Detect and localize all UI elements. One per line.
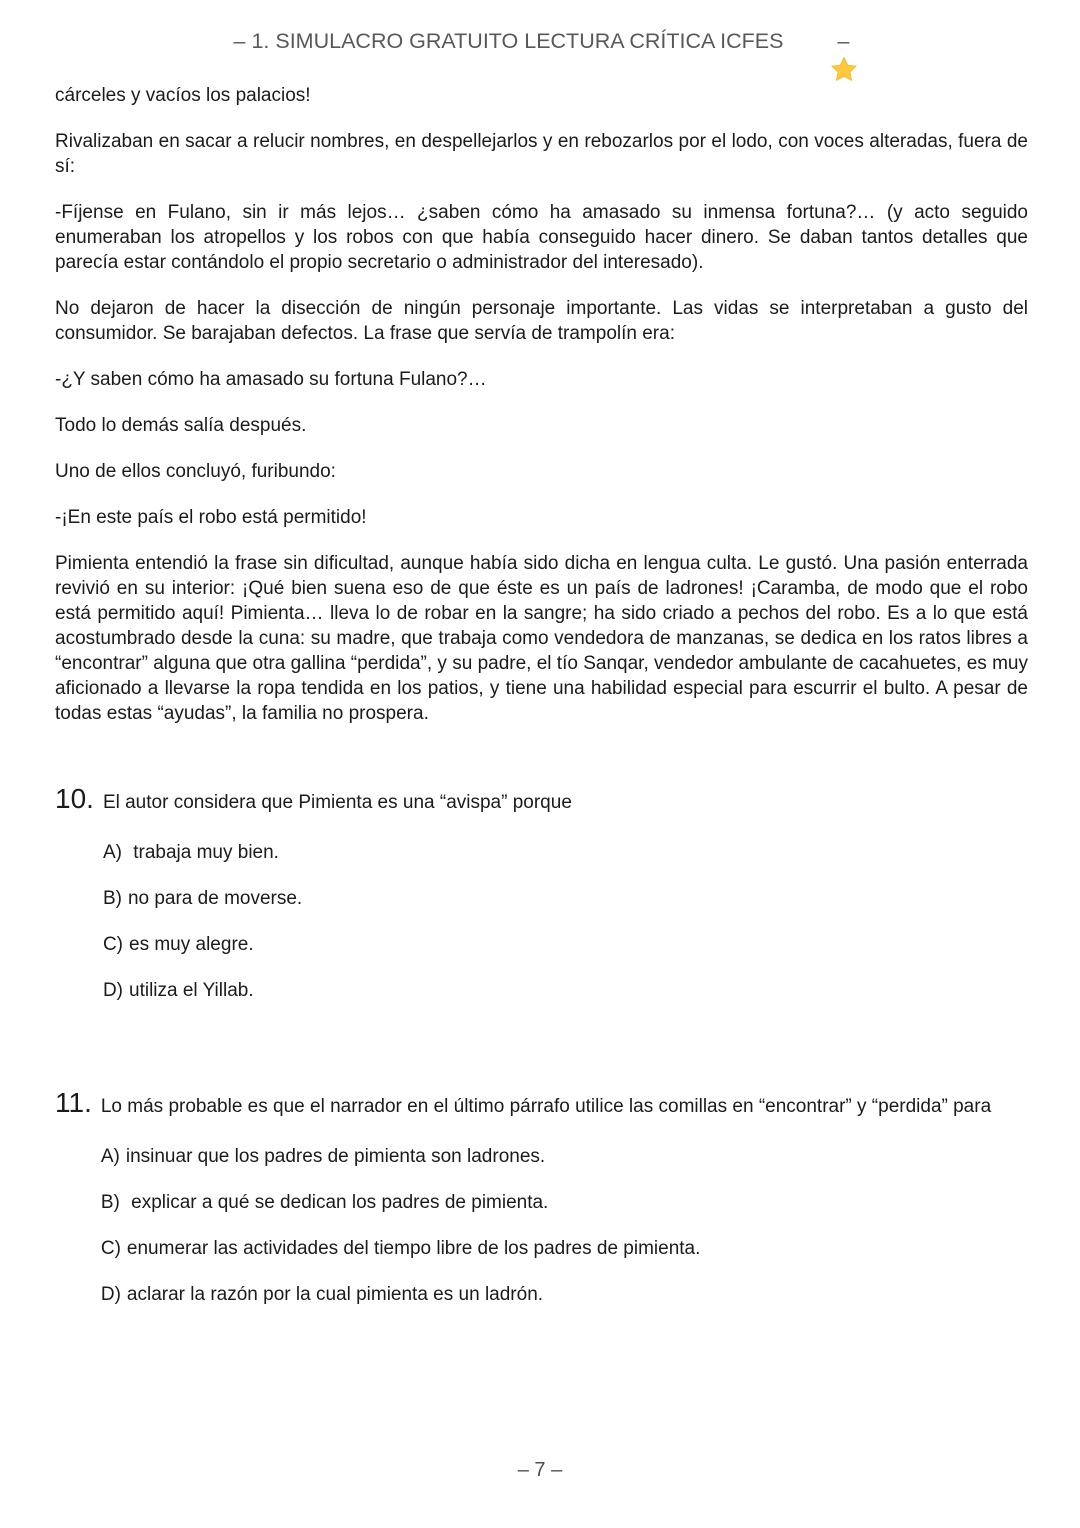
question-11-body	[101, 1094, 1028, 1328]
page-number: – 7 –	[517, 1459, 563, 1481]
option-b-text: explicar a qué se dedican los padres de pimienta.	[125, 1192, 549, 1213]
option-a-label: A)	[100, 1146, 120, 1167]
header-trailing-dash: –	[837, 28, 850, 53]
option-d-text: utiliza el Yillab.	[129, 980, 254, 1001]
header-title: – 1. SIMULACRO GRATUITO LECTURA CRÍTICA ICFES	[233, 28, 784, 53]
star-icon	[793, 26, 823, 56]
question-10	[55, 784, 1028, 1024]
option-a	[101, 1144, 1028, 1169]
passage-paragraph: Todo lo demás salía después.	[55, 415, 307, 436]
passage-paragraph: -Fíjense en Fulano, sin ir más lejos… ¿saben cómo ha amasado su inmensa fortuna?… (y acto seguido enumeraban los atropellos y los robos con que había conseguido hacer dinero. Se daban tantos detalles que parecía estar contándolo el propio secretario o administrador del interesado).	[55, 202, 1028, 273]
option-c	[101, 1236, 1028, 1261]
passage-paragraph: cárceles y vacíos los palacios!	[55, 85, 311, 106]
page-header	[55, 26, 1028, 56]
option-b	[101, 1190, 1028, 1215]
option-d-text: aclarar la razón por la cual pimienta es un ladrón.	[126, 1284, 544, 1305]
option-c-text: es muy alegre.	[129, 934, 254, 955]
question-10-body	[103, 790, 1028, 1024]
question-11-text: Lo más probable es que el narrador en el último párrafo utilice las comillas en “encontrar” y “perdida” para	[100, 1096, 992, 1117]
question-10-options	[103, 840, 1028, 1003]
option-d-label: D)	[100, 1284, 121, 1305]
passage-paragraph: No dejaron de hacer la disección de ningún personaje importante. Las vidas se interpretaban a gusto del consumidor. Se barajaban defectos. La frase que servía de trampolín era:	[55, 298, 1028, 344]
option-d	[103, 978, 1028, 1003]
option-d	[101, 1282, 1028, 1307]
option-c	[103, 932, 1028, 957]
question-10-number: 10.	[55, 783, 94, 814]
passage-paragraph: Uno de ellos concluyó, furibundo:	[55, 461, 336, 482]
option-a-text: insinuar que los padres de pimienta son ladrones.	[125, 1146, 546, 1167]
passage-paragraph: Pimienta entendió la frase sin dificultad, aunque había sido dicha en lengua culta. Le gustó. Una pasión enterrada revivió en su interior: ¡Qué bien suena eso de que éste es un país de ladrones! ¡Caramba, de modo que el robo está permitido aquí! Pimienta… lleva lo de robar en la sangre; ha sido criado a pechos del robo. Es a lo que está acostumbrado desde la cuna: su madre, que trabaja como vendedora de manzanas, se dedica en los ratos libres a “encontrar” alguna que otra gallina “perdida”, y su padre, el tío Sanqar, vendedor ambulante de cacahuetes, es muy aficionado a llevarse la ropa tendida en los patios, y tiene una habilidad especial para escurrir el bulto. A pesar de todas estas “ayudas”, la familia no prospera.	[55, 553, 1028, 724]
option-a	[103, 840, 1028, 865]
passage-paragraph: Rivalizaban en sacar a relucir nombres, en despellejarlos y en rebozarlos por el lodo, con voces alteradas, fuera de sí:	[55, 131, 1028, 177]
option-a-label: A)	[102, 842, 122, 863]
passage-paragraph: -¡En este país el robo está permitido!	[55, 507, 367, 528]
question-10-text: El autor considera que Pimienta es una “avispa” porque	[102, 792, 572, 813]
passage-paragraph: -¿Y saben cómo ha amasado su fortuna Fulano?…	[55, 369, 487, 390]
option-b	[103, 886, 1028, 911]
option-a-text: trabaja muy bien.	[127, 842, 279, 863]
question-11-number: 11.	[55, 1087, 92, 1118]
option-c-label: C)	[102, 934, 123, 955]
option-c-text: enumerar las actividades del tiempo libre de los padres de pimienta.	[126, 1238, 701, 1259]
option-b-text: no para de moverse.	[127, 888, 303, 909]
reading-passage	[55, 83, 1028, 726]
option-d-label: D)	[102, 980, 123, 1001]
question-11	[55, 1088, 1028, 1328]
question-11-options	[101, 1144, 1028, 1307]
option-b-label: B)	[102, 888, 122, 909]
option-b-label: B)	[100, 1192, 120, 1213]
option-c-label: C)	[100, 1238, 121, 1259]
